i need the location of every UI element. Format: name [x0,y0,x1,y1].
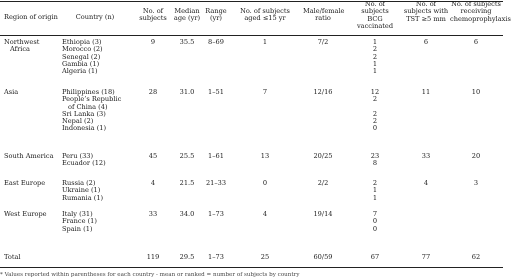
total-chemo: 62 [471,253,481,261]
header-region: Region of origin [4,13,58,21]
median-age-cell: 35.5 [179,38,195,46]
range-cell: 8–69 [208,38,224,46]
region-cell: Asia [4,88,19,96]
header-aged-under-15: No. of subjects aged ≤15 yr [240,7,290,23]
range-cell: 1–61 [208,152,224,160]
ratio-cell: 7/2 [317,38,329,46]
subjects-cell: 4 [150,179,156,187]
bcg-cell: 7 0 0 [372,210,378,233]
total-bcg: 67 [370,253,380,261]
ratio-cell: 20/25 [313,152,333,160]
median-age-cell: 31.0 [179,88,195,96]
total-aged: 25 [260,253,270,261]
header-bcg: No. of subjects BCG vaccinated [356,0,394,31]
tst-cell: 11 [421,88,431,96]
aged-cell: 4 [262,210,268,218]
table-footnote: * Values reported within parentheses for each country - mean or ranked = number of subjects by country [0,272,300,278]
subjects-cell: 33 [148,210,158,218]
total-median-age: 29.5 [179,253,195,261]
header-median-age: Median age (yr) [173,7,201,23]
header-subjects: No. of subjects [139,7,167,23]
bcg-cell: 12 2 2 2 0 [370,88,380,133]
bcg-cell: 23 8 [370,152,380,168]
total-subjects: 119 [146,253,160,261]
chemo-cell: 6 [473,38,479,46]
tst-cell: 33 [421,152,431,160]
chemo-cell: 20 [471,152,481,160]
chemo-cell: 10 [471,88,481,96]
tst-cell: 4 [423,179,429,187]
country-list: Philippines (18) People’s Republic of China (4) Sri Lanka (3) Nepal (2) Indonesia (1) [62,88,122,133]
total-label: Total [4,253,21,261]
header-chemoprophylaxis: No. of subjects receiving chemoprophylaxis [450,0,511,23]
country-list: Russia (2) Ukraine (1) Rumania (1) [62,179,104,202]
header-tst: No. of subjects with TST ≥5 mm [403,0,449,23]
bcg-cell: 1 2 2 1 1 [372,38,378,76]
region-cell: West Europe [4,210,47,218]
median-age-cell: 21.5 [179,179,195,187]
aged-cell: 13 [260,152,270,160]
aged-cell: 1 [262,38,268,46]
total-tst: 77 [421,253,431,261]
total-ratio: 60/59 [313,253,333,261]
subjects-cell: 28 [148,88,158,96]
subjects-cell: 9 [150,38,156,46]
country-list: Ethiopia (3) Morocco (2) Senegal (2) Gambia (1) Algeria (1) [62,38,103,76]
ratio-cell: 12/16 [313,88,333,96]
range-cell: 1–73 [208,210,224,218]
region-cell: South America [4,152,54,160]
median-age-cell: 34.0 [179,210,195,218]
tst-cell: 6 [423,38,429,46]
header-country: Country (n) [75,13,115,21]
aged-cell: 7 [262,88,268,96]
country-list: Peru (33) Ecuador (12) [62,152,106,168]
country-list: Italy (31) France (1) Spain (1) [62,210,97,233]
chemo-cell: 3 [473,179,479,187]
total-range: 1–73 [208,253,224,261]
region-cell: East Europe [4,179,46,187]
median-age-cell: 25.5 [179,152,195,160]
aged-cell: 0 [262,179,268,187]
ratio-cell: 2/2 [317,179,329,187]
header-rule [0,35,503,36]
bcg-cell: 2 1 1 [372,179,378,202]
bottom-rule [0,267,503,268]
header-sex-ratio: Male/female ratio [303,7,345,23]
subjects-cell: 45 [148,152,158,160]
range-cell: 21–33 [205,179,227,187]
region-cell: Northwest Africa [4,38,40,54]
ratio-cell: 19/14 [313,210,333,218]
header-range: Range (yr) [205,7,227,23]
range-cell: 1–51 [208,88,224,96]
